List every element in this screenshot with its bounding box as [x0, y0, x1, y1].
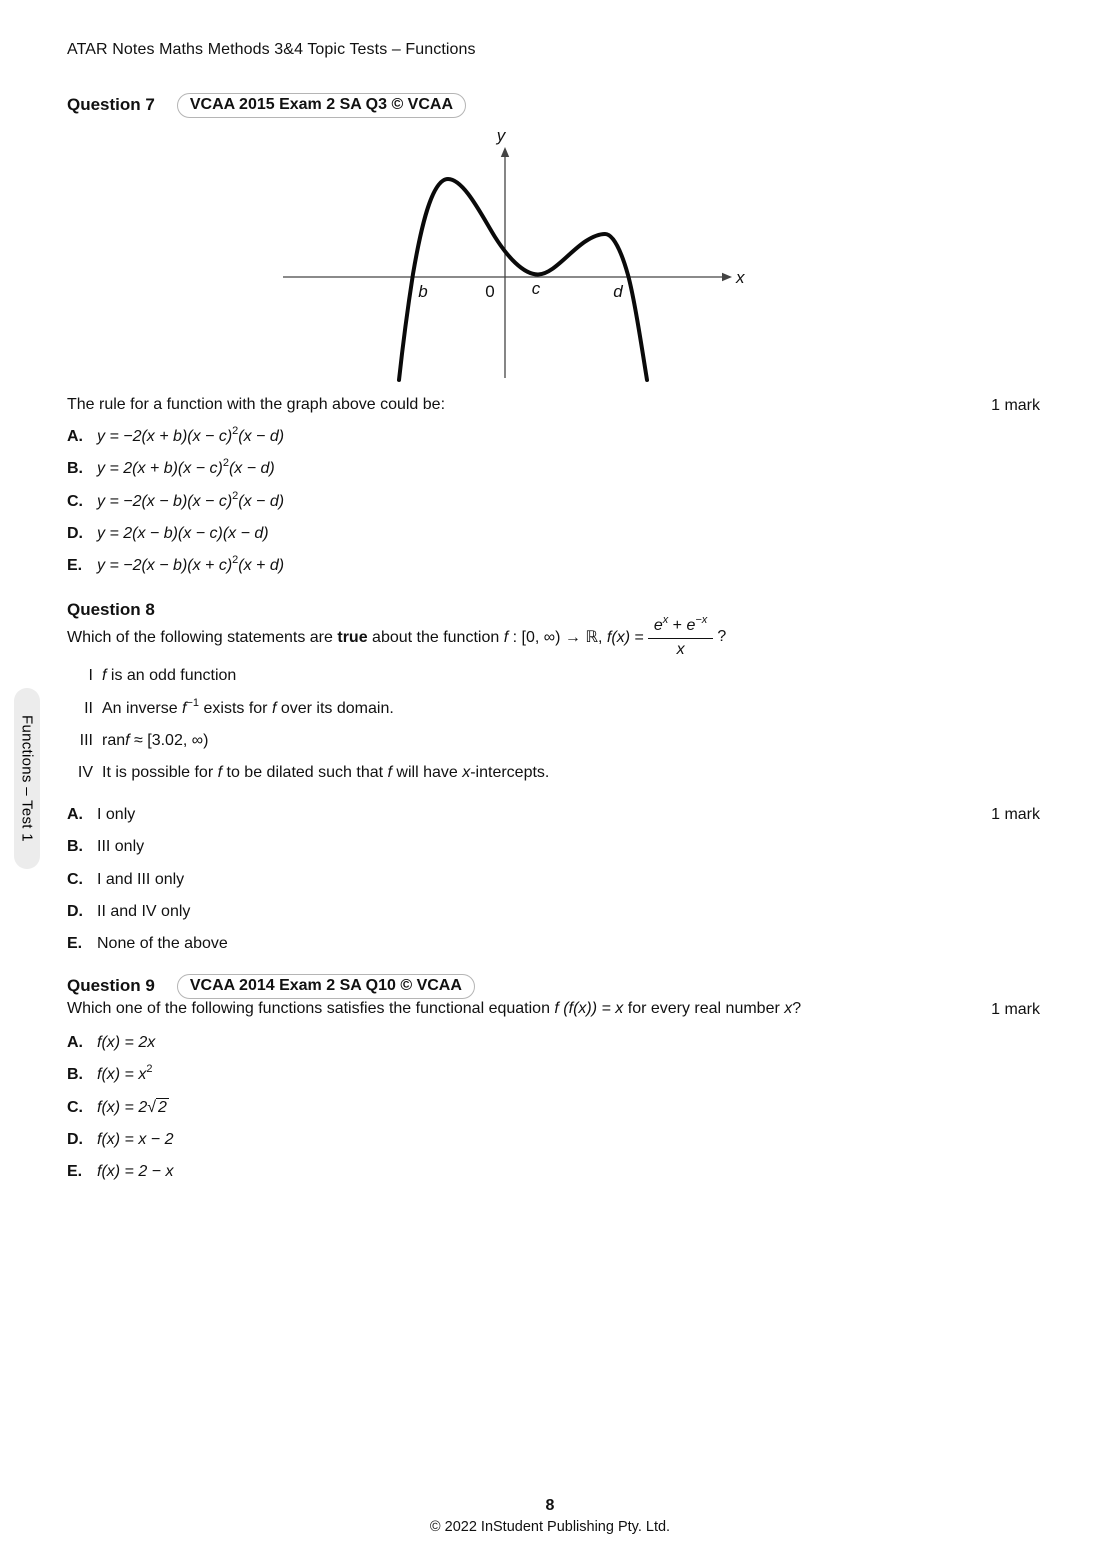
question-9-header	[67, 973, 475, 999]
option-math: y = 2(x − b)(x − c)(x − d)	[97, 525, 269, 543]
footer-copyright: © 2022 InStudent Publishing Pty. Ltd.	[429, 1519, 671, 1535]
option-math: $f(x) = x^2$	[97, 1063, 153, 1084]
fraction-denominator: x	[676, 641, 685, 658]
q8-option-d	[67, 896, 228, 928]
root-label-c: c	[531, 279, 541, 298]
statement-1	[67, 660, 549, 692]
fraction-numerator: $e^x + e^{-x}$	[648, 614, 713, 639]
q8-option-c	[67, 864, 228, 896]
option-math: f(x) = 2 √ 2	[97, 1099, 167, 1117]
side-tab-label: Functions – Test 1	[18, 715, 36, 842]
x-axis-label: x	[736, 268, 745, 287]
statement-2	[67, 692, 549, 724]
question-7-options	[67, 421, 284, 582]
option-math: $y = -2(x - b)(x - c)^2(x - d)$	[97, 489, 285, 510]
q9-option-b	[67, 1059, 173, 1091]
statement-3	[67, 725, 549, 757]
option-math: f(x) = 2 − x	[97, 1163, 174, 1181]
question-9-source-badge: VCAA 2014 Exam 2 SA Q10 © VCAA	[177, 974, 475, 999]
question-7-header	[67, 92, 466, 118]
statement-text: ranf ≈ [3.02, ∞)	[102, 731, 209, 749]
statement-text: It is possible for f to be dilated such that f will have x-intercepts.	[102, 764, 550, 782]
option-letter: A.	[67, 806, 83, 824]
option-math: f(x) = x − 2	[97, 1131, 174, 1149]
option-text: None of the above	[97, 935, 228, 953]
option-text: III only	[97, 838, 145, 856]
option-letter: D.	[67, 1131, 83, 1149]
q9-option-a	[67, 1027, 173, 1059]
statement-4	[67, 757, 549, 789]
q7-option-d	[67, 518, 284, 550]
option-text: I and III only	[97, 870, 185, 888]
q9-option-d	[67, 1124, 173, 1156]
option-letter: A.	[67, 428, 83, 446]
option-text: I only	[97, 806, 136, 824]
q8-option-a	[67, 799, 228, 831]
q8-option-b	[67, 831, 228, 863]
q8-option-e	[67, 928, 228, 960]
q7-option-a	[67, 421, 284, 453]
statement-numeral: III	[79, 731, 93, 749]
option-letter: B.	[67, 1066, 83, 1084]
question-8-options	[67, 799, 228, 960]
question-7-title: Question 7	[67, 95, 155, 114]
y-axis-label: y	[496, 126, 506, 145]
statement-numeral: II	[84, 699, 93, 717]
statement-numeral: I	[88, 667, 93, 685]
root-label-b: b	[418, 282, 428, 301]
question-8-prompt	[67, 608, 726, 666]
fraction	[648, 614, 713, 660]
option-letter: E.	[67, 1163, 83, 1181]
question-8-statements	[67, 660, 549, 790]
q9-option-c	[67, 1092, 173, 1124]
option-letter: D.	[67, 903, 83, 921]
origin-label: 0	[485, 282, 495, 301]
q7-option-e	[67, 550, 284, 582]
question-9-prompt: Which one of the following functions satisfies the functional equation f (f(x)) = x for every real number x?	[67, 1000, 802, 1017]
root-label-d: d	[613, 282, 623, 301]
footer-page-number: 8	[545, 1497, 555, 1514]
question-8-title: Question 8	[67, 600, 155, 619]
q7-option-c	[67, 486, 284, 518]
option-letter: C.	[67, 1098, 83, 1116]
option-text: II and IV only	[97, 903, 191, 921]
option-letter: B.	[67, 460, 83, 478]
question-7-marks: 1 mark	[991, 397, 1040, 414]
question-7-source-badge: VCAA 2015 Exam 2 SA Q3 © VCAA	[177, 93, 466, 118]
option-letter: E.	[67, 935, 83, 953]
question-7-graph	[280, 122, 750, 387]
q7-option-b	[67, 453, 284, 485]
option-math: $y = -2(x - b)(x + c)^2(x + d)$	[97, 554, 285, 575]
option-math: f(x) = 2x	[97, 1034, 156, 1052]
side-tab	[14, 688, 40, 869]
question-8-prompt-tail: ?	[717, 628, 727, 645]
option-letter: B.	[67, 838, 83, 856]
option-math: $y = -2(x + b)(x - c)^2(x - d)$	[97, 425, 285, 446]
option-math: $y = 2(x + b)(x - c)^2(x - d)$	[97, 457, 275, 478]
option-letter: D.	[67, 525, 83, 543]
function-curve	[399, 179, 647, 380]
y-axis-arrow-icon	[501, 147, 509, 157]
statement-text: An inverse $f^{-1}$ exists for f over its domain.	[102, 696, 394, 717]
function-graph-svg	[280, 122, 750, 387]
option-letter: E.	[67, 557, 83, 575]
q9-option-e	[67, 1156, 173, 1188]
option-letter: C.	[67, 492, 83, 510]
question-9-options	[67, 1027, 173, 1188]
option-letter: C.	[67, 870, 83, 888]
question-7-prompt: The rule for a function with the graph above could be:	[67, 396, 446, 413]
statement-numeral: IV	[77, 764, 93, 782]
option-letter: A.	[67, 1034, 83, 1052]
question-8-prompt-text: Which of the following statements are true about the function f : [0, ∞) → ℝ, f(x) =	[67, 629, 644, 646]
question-8-marks: 1 mark	[991, 806, 1040, 823]
question-9-marks: 1 mark	[991, 1001, 1040, 1018]
page-header-title: ATAR Notes Maths Methods 3&4 Topic Tests – Functions	[67, 41, 476, 58]
x-axis-arrow-icon	[722, 273, 732, 281]
statement-text: f is an odd function	[102, 667, 237, 685]
question-9-title: Question 9	[67, 976, 155, 995]
